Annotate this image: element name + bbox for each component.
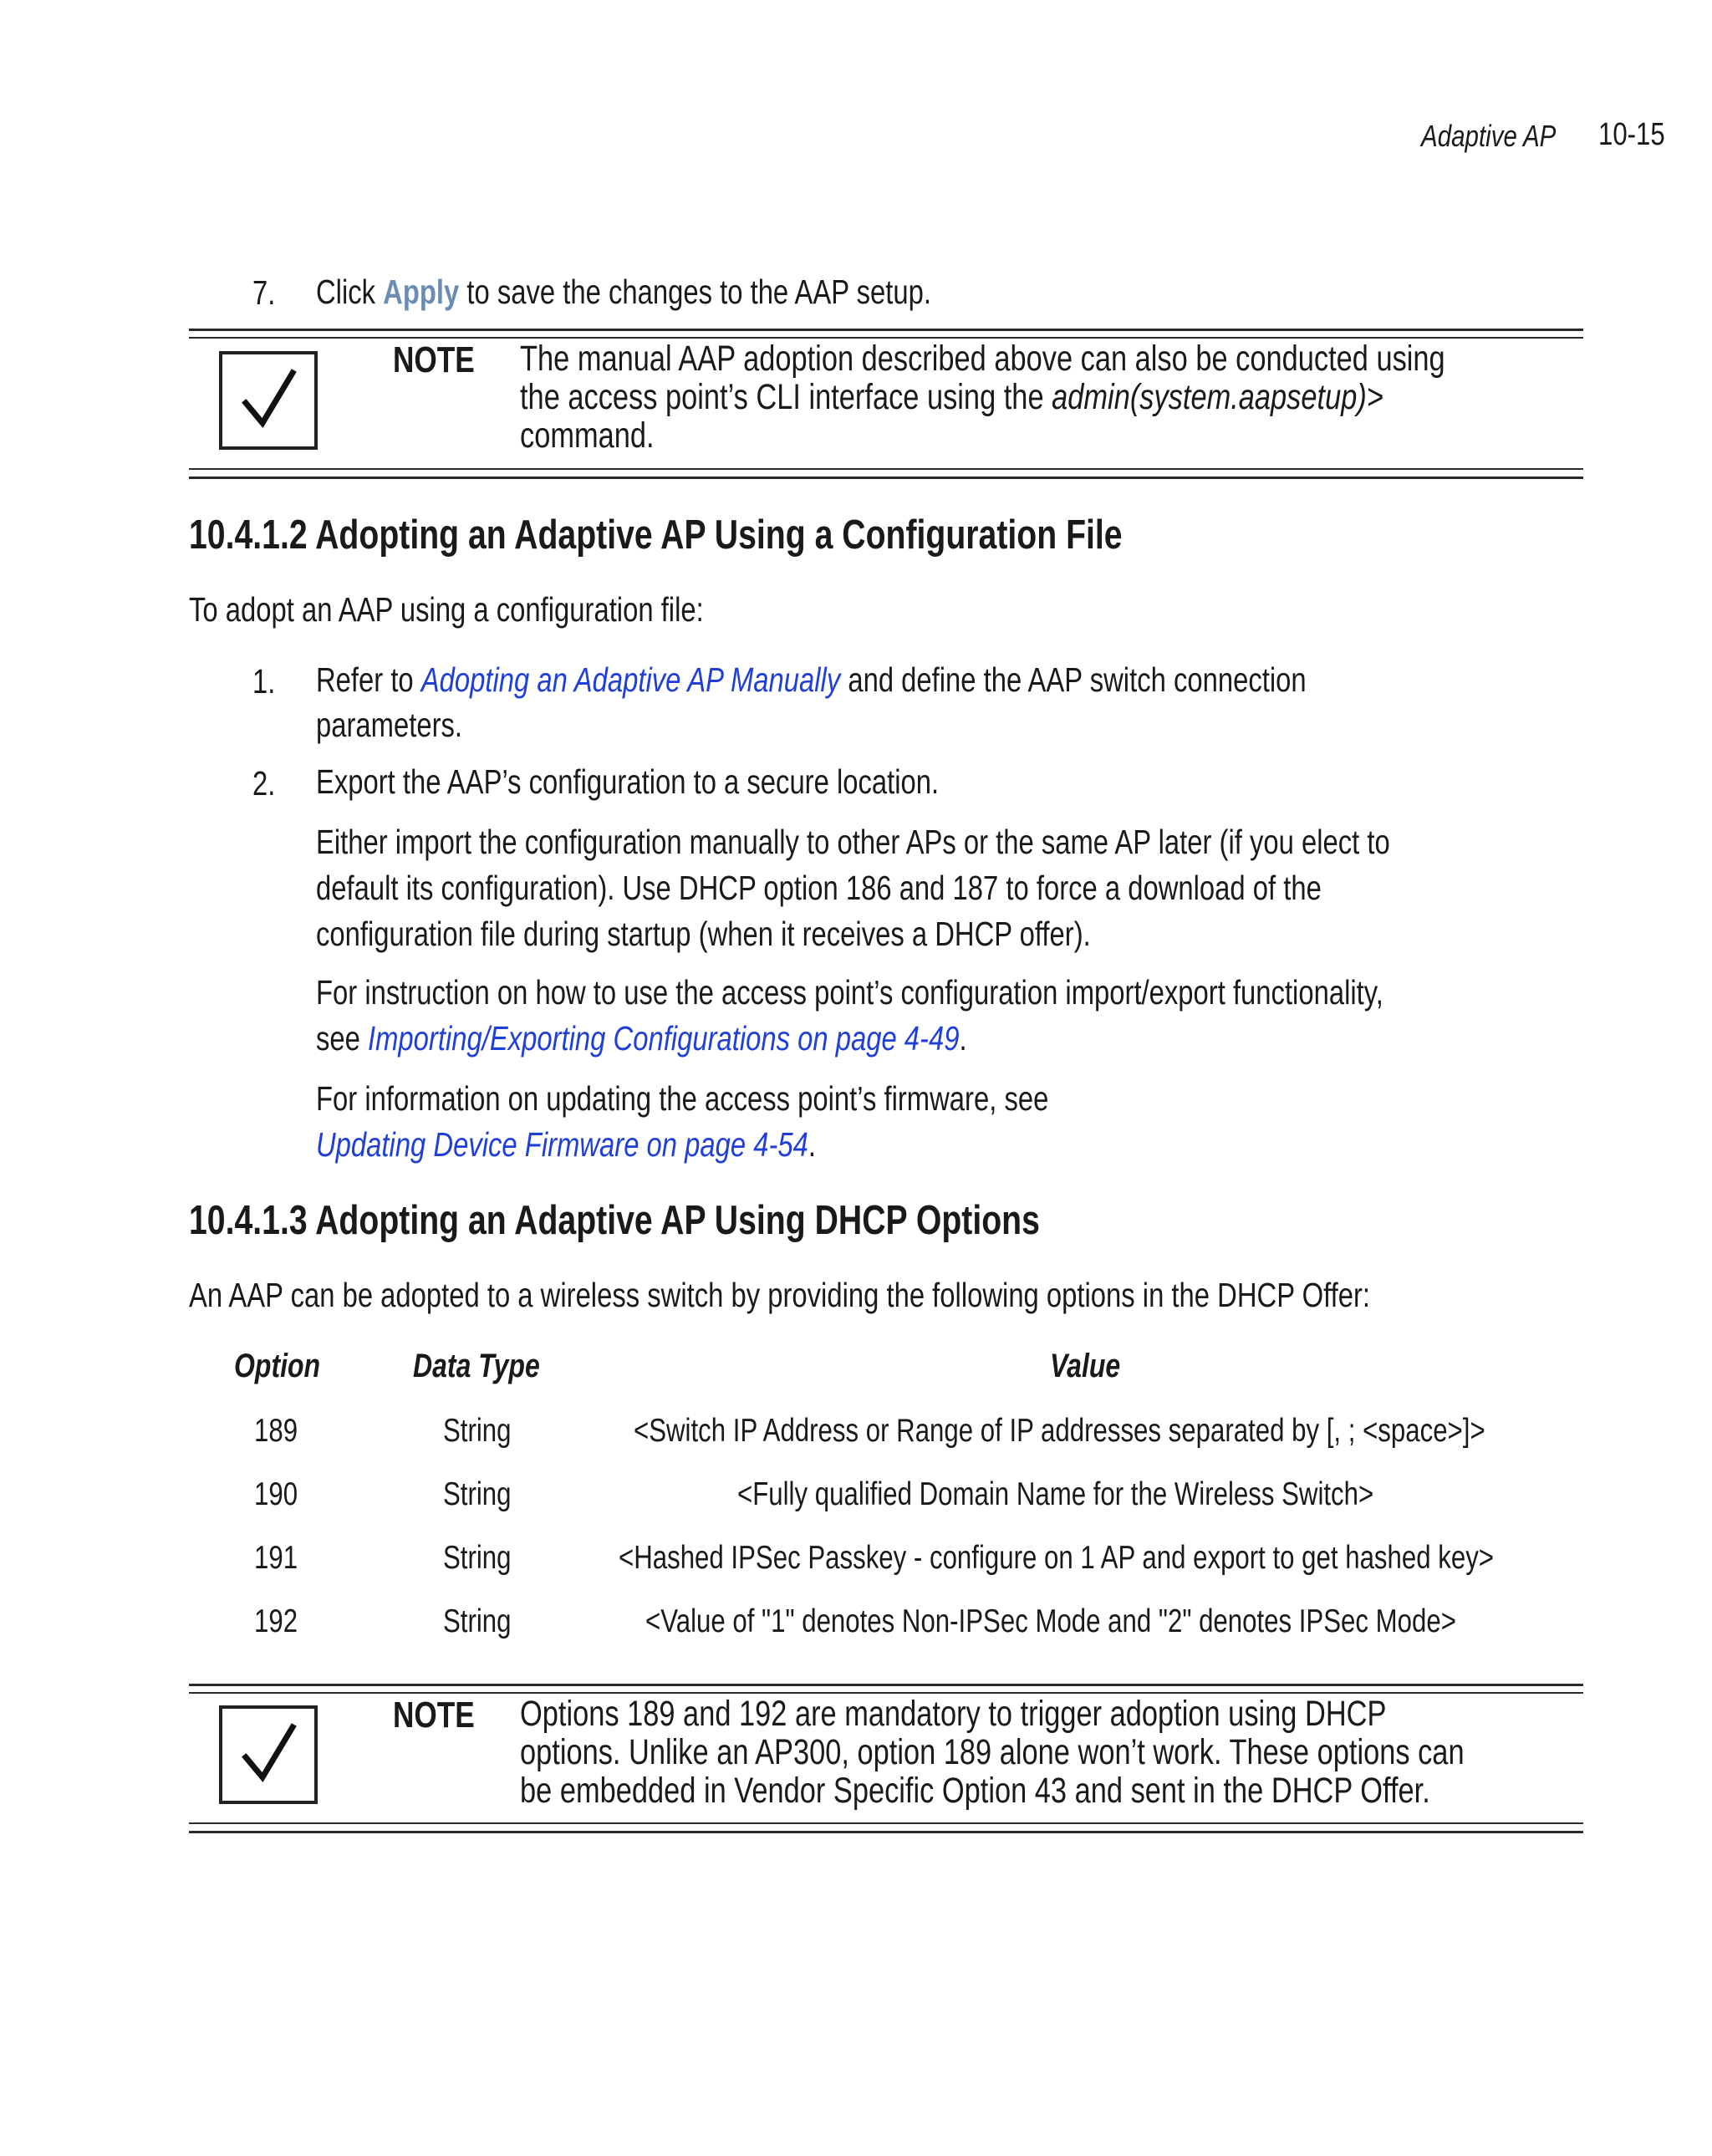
note-text-line1: Options 189 and 192 are mandatory to trigger adoption using DHCP (520, 1694, 1387, 1734)
step-2-text: Export the AAP’s configuration to a secure location. (316, 762, 940, 801)
table-cell-data-type: String (443, 1540, 512, 1576)
table-cell-value: <Value of "1" denotes Non-IPSec Mode and "2" denotes IPSec Mode> (645, 1603, 1456, 1639)
table-cell-option: 190 (254, 1476, 298, 1512)
note-label: NOTE (393, 339, 475, 380)
note-text-line3: be embedded in Vendor Specific Option 43 and sent in the DHCP Offer. (520, 1771, 1430, 1811)
note-text-line1: The manual AAP adoption described above can also be conducted using (520, 339, 1445, 379)
step-1-line2: parameters. (316, 706, 463, 744)
note-rule-bottom (189, 1831, 1583, 1833)
paragraph-import-line3: configuration file during startup (when it receives a DHCP offer). (316, 915, 1091, 953)
step-1-text (316, 657, 1307, 703)
paragraph-firmware-post: . (808, 1125, 817, 1164)
note-rule-bottom-inner (189, 1822, 1583, 1824)
paragraph-import-line2: default its configuration). Use DHCP option 186 and 187 to force a download of the (316, 869, 1322, 907)
table-cell-option: 191 (254, 1540, 298, 1576)
note-rule-bottom (189, 477, 1583, 479)
paragraph-instruction-post: . (959, 1019, 967, 1058)
paragraph-instruction-pre: see (316, 1019, 368, 1058)
section-heading-config-file: 10.4.1.2 Adopting an Adaptive AP Using a Configuration File (189, 512, 1123, 558)
step-1-post: and define the AAP switch connection (840, 660, 1307, 699)
table-cell-value: <Switch IP Address or Range of IP addresses separated by [, ; <space>]> (634, 1413, 1485, 1449)
checkmark-icon (219, 351, 318, 450)
apply-label: Apply (383, 273, 460, 311)
table-cell-option: 189 (254, 1413, 298, 1449)
section-intro: To adopt an AAP using a configuration file: (189, 590, 704, 629)
paragraph-instruction-line1: For instruction on how to use the access point’s configuration import/export functionality, (316, 973, 1383, 1012)
cli-command: admin(system.aapsetup)> (1052, 377, 1383, 417)
table-cell-data-type: String (443, 1476, 512, 1512)
table-cell-data-type: String (443, 1413, 512, 1449)
table-header-value: Value (1050, 1348, 1121, 1384)
link-import-export[interactable]: Importing/Exporting Configurations on page 4-49 (368, 1019, 960, 1058)
step-7-post: to save the changes to the AAP setup. (459, 273, 931, 311)
step-7-pre: Click (316, 273, 384, 311)
note-rule-top (189, 1684, 1583, 1686)
step-1-pre: Refer to (316, 660, 421, 699)
step-number: 2. (252, 764, 276, 803)
link-updating-firmware[interactable]: Updating Device Firmware on page 4-54 (316, 1125, 808, 1164)
table-cell-data-type: String (443, 1603, 512, 1639)
note-rule-top (189, 329, 1583, 331)
note-text-line2: options. Unlike an AP300, option 189 alone won’t work. These options can (520, 1732, 1465, 1772)
note-label: NOTE (393, 1695, 475, 1736)
paragraph-instruction-line2 (316, 1016, 967, 1062)
paragraph-import-line1: Either import the configuration manually to other APs or the same AP later (if you elect to (316, 823, 1390, 861)
section-intro-dhcp: An AAP can be adopted to a wireless switch by providing the following options in the DHCP Offer: (189, 1276, 1371, 1314)
table-cell-option: 192 (254, 1603, 298, 1639)
note-text-line3: command. (520, 415, 655, 456)
paragraph-firmware-line2 (316, 1122, 816, 1168)
note-rule-bottom-inner (189, 468, 1583, 470)
note-text-line2 (520, 378, 1383, 416)
table-cell-value: <Hashed IPSec Passkey - configure on 1 AP and export to get hashed key> (619, 1540, 1495, 1576)
table-header-data-type: Data Type (413, 1348, 540, 1384)
section-heading-dhcp-options: 10.4.1.3 Adopting an Adaptive AP Using DHCP Options (189, 1198, 1040, 1243)
step-7-text (316, 269, 931, 315)
running-header-section: Adaptive AP (1421, 119, 1557, 153)
step-number: 1. (252, 662, 276, 701)
page-number: 10-15 (1598, 117, 1665, 152)
step-number: 7. (252, 273, 276, 312)
table-header-option: Option (234, 1348, 321, 1384)
link-adopting-manually[interactable]: Adopting an Adaptive AP Manually (420, 660, 841, 699)
checkmark-icon (219, 1705, 318, 1804)
table-cell-value: <Fully qualified Domain Name for the Wireless Switch> (737, 1476, 1374, 1512)
paragraph-firmware-line1: For information on updating the access point’s firmware, see (316, 1079, 1049, 1118)
note-text-line2-pre: the access point’s CLI interface using the (520, 377, 1052, 417)
